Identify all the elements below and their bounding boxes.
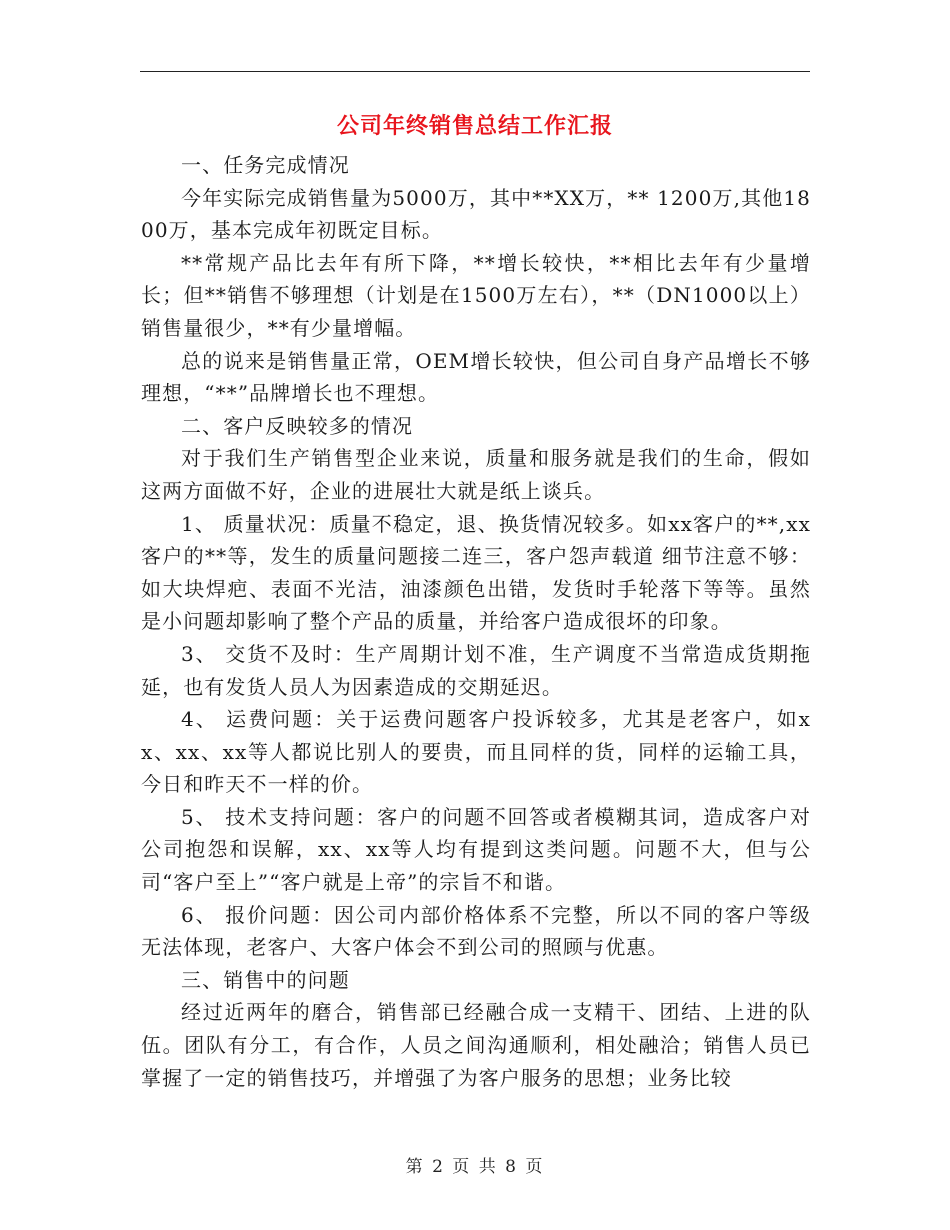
list-item: 5、 技术支持问题：客户的问题不回答或者模糊其词，造成客户对公司抱怨和误解，xx、xx等人均有提到这类问题。问题不大，但与公司“客户至上”“客户就是上帝”的宗旨不和谐。 bbox=[141, 804, 811, 895]
page-number-footer: 第 2 页 共 8 页 bbox=[405, 1157, 545, 1177]
paragraph: 总的说来是销售量正常，OEM增长较快，但公司自身产品增长不够理想，“**”品牌增长也不理想。 bbox=[141, 348, 811, 406]
document-body bbox=[141, 149, 811, 1094]
section-heading-3: 三、销售中的问题 bbox=[181, 967, 350, 992]
paragraph: 今年实际完成销售量为5000万，其中**XX万，** 1200万,其他1800万，基本完成年初既定目标。 bbox=[141, 185, 811, 243]
list-item: 3、 交货不及时：生产周期计划不准，生产调度不当常造成货期拖延，也有发货人员人为因素造成的交期延迟。 bbox=[141, 641, 811, 699]
list-item: 4、 运费问题：关于运费问题客户投诉较多，尤其是老客户，如xx、xx、xx等人都说比别人的要贵，而且同样的货，同样的运输工具，今日和昨天不一样的价。 bbox=[141, 707, 811, 797]
paragraph: 经过近两年的磨合，销售部已经融合成一支精干、团结、上进的队伍。团队有分工，有合作，人员之间沟通顺利，相处融洽；销售人员已掌握了一定的销售技巧，并增强了为客户服务的思想；业务比较 bbox=[141, 1000, 811, 1090]
section-heading-2: 二、客户反映较多的情况 bbox=[181, 413, 414, 438]
document-title: 公司年终销售总结工作汇报 bbox=[336, 113, 613, 139]
header-rule bbox=[140, 71, 810, 72]
paragraph: 对于我们生产销售型企业来说，质量和服务就是我们的生命，假如这两方面做不好，企业的进展壮大就是纸上谈兵。 bbox=[141, 446, 811, 503]
list-item: 6、 报价问题：因公司内部价格体系不完整，所以不同的客户等级无法体现，老客户、大客户体会不到公司的照顾与优惠。 bbox=[141, 902, 811, 960]
list-item: 1、 质量状况：质量不稳定，退、换货情况较多。如xx客户的**,xx客户的**等，发生的质量问题接二连三，客户怨声载道 细节注意不够：如大块焊疤、表面不光洁，油漆颜色出错，发货时手轮落下等等。虽然是小问题却影响了整个产品的质量，并给客户造成很坏的印象。 bbox=[141, 511, 811, 634]
section-heading-1: 一、任务完成情况 bbox=[181, 153, 350, 177]
paragraph: **常规产品比去年有所下降，**增长较快，**相比去年有少量增长；但**销售不够理想（计划是在1500万左右），**（DN1000以上）销售量很少，**有少量增幅。 bbox=[141, 250, 811, 340]
